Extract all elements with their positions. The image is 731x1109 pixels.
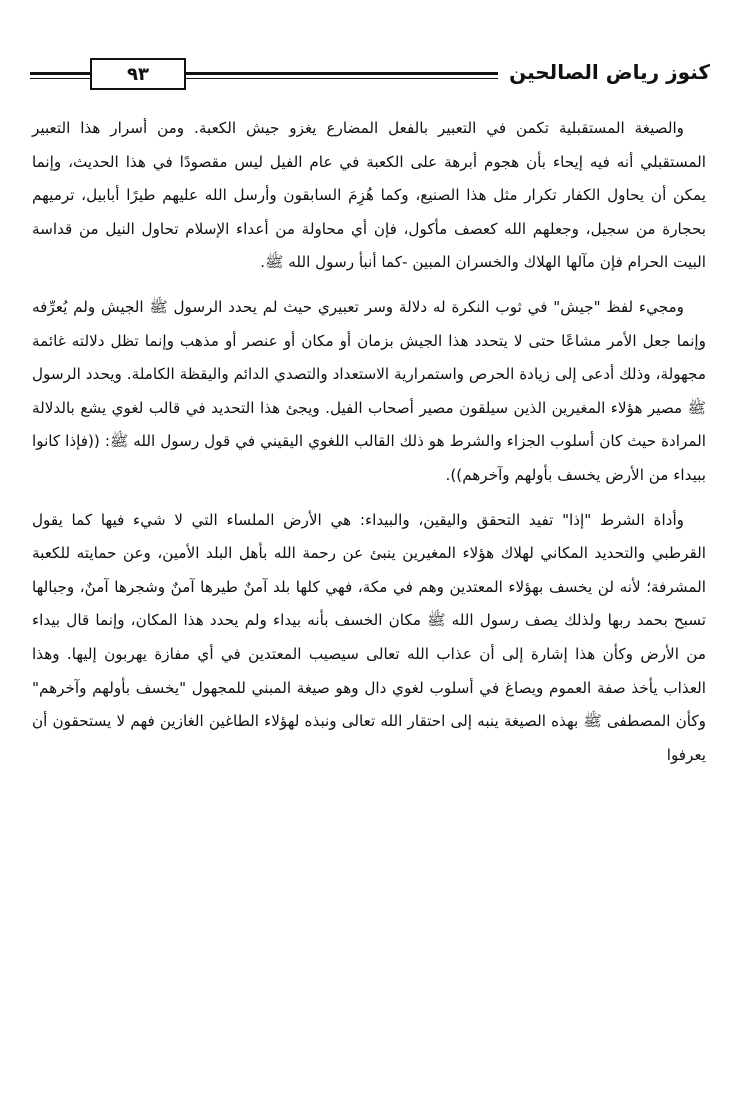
page-header [30, 58, 710, 94]
header-rule-right-thin [186, 78, 498, 79]
header-rule-right-thick [186, 72, 498, 75]
header-rule-left-thin [30, 78, 90, 79]
paragraph-3: وأداة الشرط "إذا" تفيد التحقق واليقين، والبيداء: هي الأرض الملساء التي لا شيء فيها كما يقول القرطبي والتحديد المكاني لهلاك هؤلاء المغيرين ينبئ عن رحمة الله بأهل البلد الأمين، وعن حمايته للكعبة المشرفة؛ لأنه لن يخسف بهؤلاء المعتدين وهم في مكة، فهي كلها بلد آمنٌ طيرها آمنٌ وشجرها آمنٌ، وجبالها تسبح بحمد ربها ولذلك يصف رسول الله ﷺ مكان الخسف بأنه بيداء ولم يحدد هذا المكان، وإنما قال بيداء من الأرض وكأن هذا إشارة إلى أن عذاب الله تعالى سيصيب المعتدين في أي مفازة يهربون إليها. وهذا العذاب يأخذ صفة العموم ويصاغ في أسلوب لغوي دال وهو صيغة المبني للمجهول "يخسف بأولهم وآخرهم" وكأن المصطفى ﷺ بهذه الصيغة ينبه إلى احتقار الله تعالى ونبذه لهؤلاء الطاغين الغازين فهم لا يستحقون أن يعرفوا [32, 510, 706, 764]
paragraph-2: ومجيء لفظ "جيش" في ثوب النكرة له دلالة وسر تعبيري حيث لم يحدد الرسول ﷺ الجيش ولم يُعرِّفه وإنما جعل الأمر مشاعًا حتى لا يتحدد هذا الجيش بزمان أو مكان أو عنصر أو مذهب وإنما تظل دلالته غائمة مجهولة، وذلك أدعى إلى زيادة الحرص واستمرارية الاستعداد والتصدي الدائم واليقظة الكاملة. ويحدد الرسول ﷺ مصير هؤلاء المغيرين الذين سيلقون مصير أصحاب الفيل. ويجئ هذا التحديد في قالب لغوي يشع بالدلالة المرادة حيث كان أسلوب الجزاء والشرط هو ذلك القالب اللغوي اليقيني في قول رسول الله ﷺ: ((فإذا كانوا ببيداء من الأرض يخسف بأولهم وآخرهم)). [32, 297, 706, 484]
body-text [32, 112, 706, 772]
page-number: ٩٣ [90, 58, 186, 90]
header-rule-left-thick [30, 72, 90, 75]
book-title: كنوز رياض الصالحين [509, 60, 710, 84]
paragraph-1: والصيغة المستقبلية تكمن في التعبير بالفعل المضارع يغزو جيش الكعبة. ومن أسرار هذا التعبير المستقبلي أنه فيه إيحاء بأن هجوم أبرهة على الكعبة في عام الفيل ليس مقصودًا في هذا الحديث، وإنما يمكن أن يحاول الكفار تكرار مثل هذا الصنيع، وكما هُزِمَ السابقون وأرسل الله عليهم طيرًا أبابيل، ترميهم بحجارة من سجيل، وجعلهم الله كعصف مأكول، فإن أي محاولة من أعداء الإسلام تحاول النيل من قداسة البيت الحرام فإن مآلها الهلاك والخسران المبين -كما أنبأ رسول الله ﷺ. [32, 119, 706, 272]
